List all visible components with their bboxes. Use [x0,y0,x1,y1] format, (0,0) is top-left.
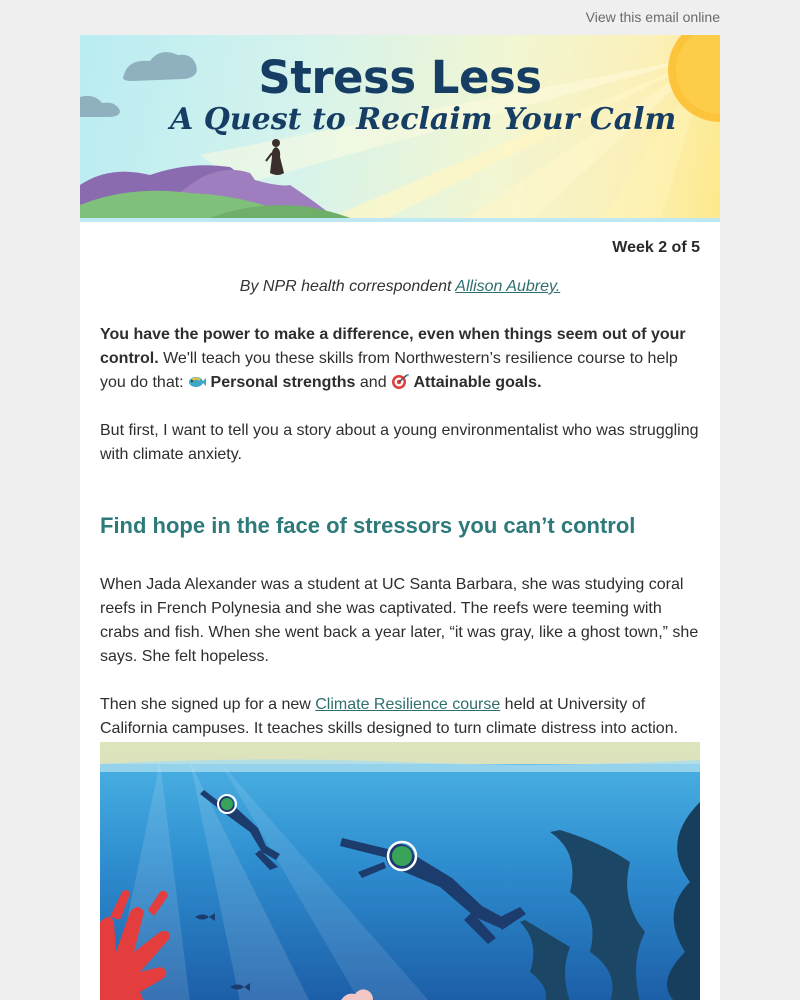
skill-personal-strengths: Personal strengths [210,374,356,391]
email-card [80,35,720,1000]
target-icon [391,373,409,389]
fish-icon [188,373,206,389]
hero-title: Stress Less [258,51,542,104]
section-heading: Find hope in the face of stressors you can’t control [100,513,636,538]
byline [100,278,700,296]
story-paragraph-2 [100,693,700,741]
intro-text: We'll teach you these skills from Northwestern’s resilience course to help you do that: [100,350,678,391]
story-intro: But first, I want to tell you a story about a young environmentalist who was struggling with climate anxiety. [100,422,699,463]
story-paragraph-1: When Jada Alexander was a student at UC Santa Barbara, she was studying coral reefs in French Polynesia and she was captivated. The reefs were teeming with crabs and fish. When she went back a year later, “it was gray, like a ghost town,” she says. She felt hopeless. [100,576,699,665]
author-link[interactable]: Allison Aubrey. [455,278,561,295]
climate-course-link[interactable]: Climate Resilience course [315,696,501,713]
topbar [0,0,800,35]
week-indicator: Week 2 of 5 [612,239,700,256]
intro-bold-lead: You have the power to make a difference, even when things seem out of your control. [100,326,686,367]
email-body [80,239,720,741]
intro-and: and [355,374,392,391]
p2-before: Then she signed up for a new [100,696,316,713]
view-online-link[interactable]: View this email online [585,9,720,25]
hero-subtitle: A Quest to Reclaim Your Calm [170,102,677,137]
hero-banner [80,35,720,222]
p2-after: held at University of California campuses. It teaches skills designed to turn climate distress into action. [100,696,679,737]
byline-prefix: By NPR health correspondent [239,278,456,295]
underwater-illustration [100,742,700,1000]
intro-paragraph [100,323,700,395]
skill-attainable-goals: Attainable goals. [413,374,542,391]
